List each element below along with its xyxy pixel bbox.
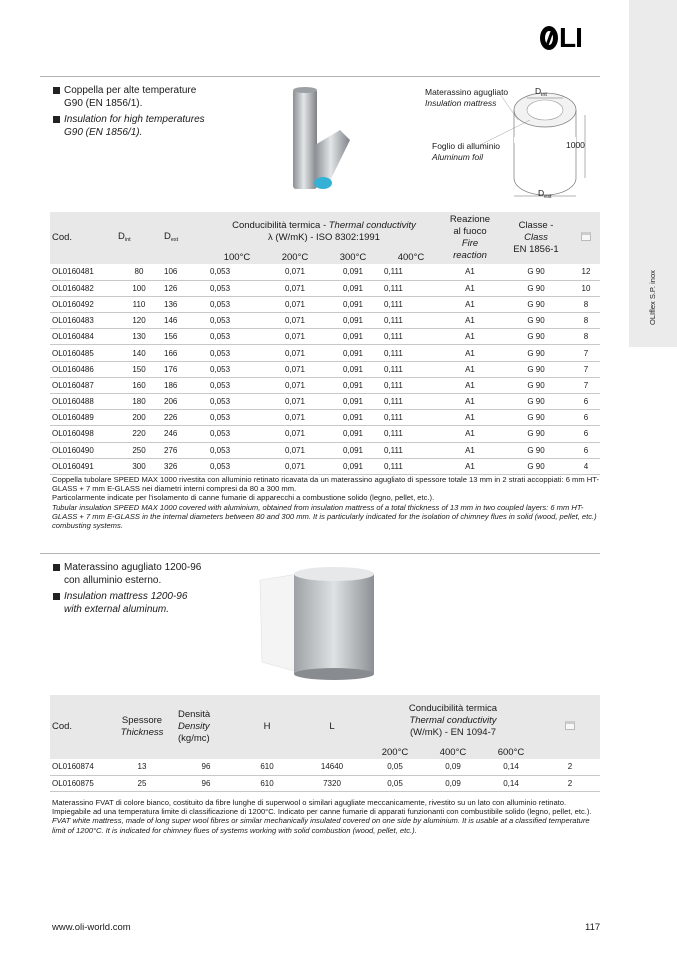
bullet-en: Insulation mattress 1200-96 with external aluminum. bbox=[53, 590, 201, 616]
col-pack bbox=[572, 212, 600, 264]
table-row: OL0160498 220 246 0,053 0,071 0,091 0,111 A1 G 90 6 bbox=[50, 426, 600, 442]
section2-spec-table: Cod. Spessore Thickness Densità Density (kg/mc) H L Conducibilità termica Thermal conductivity (W/mK) - EN 1094-7 200°C 400°C 600°C OL0160874 13 96 610 14640 0,05 0,09 0,14 2 OL0160875 25 96 610 7320 0,05 0,09 0,14 2 bbox=[50, 695, 600, 792]
col-class: Classe - Class EN 1856-1 bbox=[500, 212, 572, 264]
bullet-en: Insulation for high temperatures G90 (EN 1856/1). bbox=[53, 113, 205, 139]
page-number: 117 bbox=[585, 922, 601, 933]
col-h: H bbox=[236, 695, 298, 759]
section2-description: Materassino FVAT di colore bianco, costituito da fibre lunghe di superwool o similari agugliate meccanicamente, rivestito su un lato con alluminio retinato. Impiegabile ad una temperatura limite di classificazione di 1200°C. Indicato per canne fumarie di apparati funzionanti con combustibile solido (legno, pellet, etc.). FVAT white mattress, made of long super wool fibres or similar mechanically insulated covered on one side by aluminium. It is usable at a classified temperature limit of 1200°C. It is indicated for chimney flues of systems working with solid combustion (wood, pellet, etc.). bbox=[52, 798, 592, 835]
col-cod: Cod. bbox=[50, 212, 116, 264]
side-tab-label: OLIflex S.P. inox bbox=[648, 270, 657, 325]
section1-spec-table: Cod. $D_{int}$ $D_{est}$ Conducibilità termica - Thermal conductivity λ (W/mK) - ISO 8302:1991 Reazione al fuoco Fire reaction Classe - Class EN 1856-1 100°C 200°C 300°C 400°C OL0160481 80 106 0,053 0,071 0,091 0,111 A1 G 90 12 OL0160482 100 126 0,053 0,071 0,091 0,111 A1 G 90 10 OL0160492 110 136 0,053 0,071 0,091 0,111 A1 G 90 8 OL0160483 120 146 0,053 0,071 0,091 0,111 A1 G 90 8 OL0160484 130 156 0,053 0,071 0,091 0,111 A1 G 90 8 OL0160485 140 166 0,053 0,071 0,091 0,111 A1 G 90 7 OL0160486 150 176 0,053 0,071 0,091 0,111 A1 G 90 7 OL0160487 160 186 0,053 0,071 0,091 0,111 A1 G 90 7 OL0160488 180 206 0,053 0,071 0,091 0,111 A1 G 90 6 OL0160489 200 226 0,053 0,071 0,091 0,111 A1 G 90 6 OL0160498 220 246 0,053 0,071 0,091 0,111 A1 G 90 6 OL0160490 250 276 0,053 0,071 0,091 0,111 A1 G 90 6 OL0160491 300 326 0,053 0,071 0,091 0,111 A1 G 90 4 bbox=[50, 212, 600, 475]
bullet-it: Coppella per alte temperature G90 (EN 1856/1). bbox=[53, 84, 205, 110]
col-pack bbox=[540, 695, 600, 759]
col-cod: Cod. bbox=[50, 695, 108, 759]
box-icon bbox=[581, 232, 591, 241]
col-conductivity: Conducibilità termica Thermal conductivity (W/mK) - EN 1094-7 bbox=[366, 695, 540, 747]
section2-bullets bbox=[53, 561, 201, 619]
divider bbox=[40, 76, 600, 77]
table-row: OL0160487 160 186 0,053 0,071 0,091 0,111 A1 G 90 7 bbox=[50, 377, 600, 393]
dimension-diagram: Materassino agugliato Insulation mattress Foglio di alluminio Aluminum foil $D_{int}$ 1000 $D_{est}$ bbox=[420, 80, 605, 205]
section1-bullets bbox=[53, 84, 205, 142]
table-row: OL0160488 180 206 0,053 0,071 0,091 0,111 A1 G 90 6 bbox=[50, 394, 600, 410]
col-thickness: Spessore Thickness bbox=[108, 695, 176, 759]
table-row: OL0160483 120 146 0,053 0,071 0,091 0,111 A1 G 90 8 bbox=[50, 313, 600, 329]
insulation-roll-photo bbox=[258, 562, 378, 680]
table-row: OL0160492 110 136 0,053 0,071 0,091 0,111 A1 G 90 8 bbox=[50, 296, 600, 312]
col-l: L bbox=[298, 695, 366, 759]
divider bbox=[40, 553, 600, 554]
col-dest: $D_{est}$ bbox=[162, 212, 208, 264]
table-row: OL0160489 200 226 0,053 0,071 0,091 0,111 A1 G 90 6 bbox=[50, 410, 600, 426]
footer-website-link[interactable]: www.oli-world.com bbox=[52, 922, 131, 933]
logo-o-icon bbox=[540, 26, 558, 50]
table-row: OL0160874 13 96 610 14640 0,05 0,09 0,14 2 bbox=[50, 759, 600, 775]
col-fire-reaction: Reazione al fuoco Fire reaction bbox=[440, 212, 500, 264]
table-row: OL0160484 130 156 0,053 0,071 0,091 0,111 A1 G 90 8 bbox=[50, 329, 600, 345]
table-row: OL0160481 80 106 0,053 0,071 0,091 0,111 A1 G 90 12 bbox=[50, 264, 600, 280]
table-row: OL0160491 300 326 0,053 0,071 0,091 0,111 A1 G 90 4 bbox=[50, 458, 600, 474]
table-row: OL0160486 150 176 0,053 0,071 0,091 0,111 A1 G 90 7 bbox=[50, 361, 600, 377]
col-density: Densità Density (kg/mc) bbox=[176, 695, 236, 759]
bullet-it: Materassino agugliato 1200-96 con alluminio esterno. bbox=[53, 561, 201, 587]
col-conductivity: Conducibilità termica - Thermal conductivity λ (W/mK) - ISO 8302:1991 bbox=[208, 212, 440, 252]
table-row: OL0160485 140 166 0,053 0,071 0,091 0,111 A1 G 90 7 bbox=[50, 345, 600, 361]
table-row: OL0160490 250 276 0,053 0,071 0,091 0,111 A1 G 90 6 bbox=[50, 442, 600, 458]
table-row: OL0160482 100 126 0,053 0,071 0,091 0,111 A1 G 90 10 bbox=[50, 280, 600, 296]
box-icon bbox=[565, 721, 575, 730]
table-row: OL0160875 25 96 610 7320 0,05 0,09 0,14 2 bbox=[50, 775, 600, 791]
oli-logo: LI bbox=[540, 22, 582, 54]
col-dint: $D_{int}$ bbox=[116, 212, 162, 264]
tube-insulation-photo bbox=[285, 85, 355, 195]
section1-description: Coppella tubolare SPEED MAX 1000 rivestita con alluminio retinato ricavata da un materassino agugliato di spessore totale 13 mm in 2 strati accoppiati: 6 mm HT-GLASS + 7 mm E-GLASS nei diametri interni compresi da 80 a 300 mm. Particolarmente indicate per l'isolamento di canne fumarie di apparecchi a combustione solido (legno, pellet, etc.). Tubular insulation SPEED MAX 1000 covered with aluminium, obtained from insulation mattress of a total thickness of 13 mm in two coupled layers: 6 mm HT-GLASS + 7 mm E-GLASS in the internal diameters between 80 and 300 mm. It is particularly indicated for the isolation of chimney flues in solid (wood, pellet, etc.) combusting systems. bbox=[52, 475, 600, 531]
